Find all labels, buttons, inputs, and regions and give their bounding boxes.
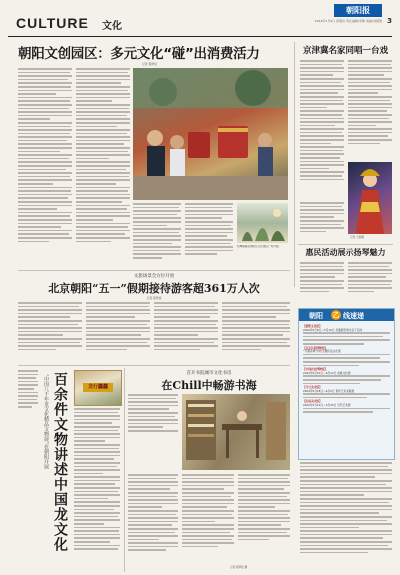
page-number: 3 (387, 17, 392, 25)
right-top-body-c (300, 202, 344, 242)
dragon-subhead: “中国八千年龙文化精品文物展”在朝阳开展 (43, 374, 49, 470)
lead-body-col-2 (76, 68, 130, 268)
bookstore-photo-credit: 记者 程梦瑶 摄 (230, 566, 248, 569)
lead-photo (133, 68, 288, 200)
event-text: “月满京城”中秋主题民俗文化展 (303, 349, 341, 354)
dragon-body-col-1 (18, 370, 38, 570)
small-photo-plants-art (237, 203, 288, 243)
events-list (303, 325, 390, 415)
events-title-badge: 乙 (332, 311, 340, 319)
lead-headline: 朝阳文创园区：多元文化“碰”出消费活力 (18, 46, 260, 62)
mid-body-col-4 (222, 302, 290, 362)
right-mid-body-a (300, 262, 344, 302)
right-mid-headline: 惠民活动展示扬琴魅力 (305, 247, 386, 257)
events-title-post: 线速递 (343, 312, 364, 320)
mid-rule-top (18, 270, 290, 271)
bottom-headline: 在Chill中畅游书海 (161, 379, 257, 392)
mid-body-col-2 (86, 302, 150, 362)
right-top-body-b (348, 60, 392, 160)
right-top-headline: 京津冀名家同唱一台戏 (302, 46, 388, 56)
lead-photo-art (133, 68, 288, 200)
lower-rule (18, 365, 290, 366)
event-item[interactable] (303, 325, 390, 345)
dragon-headline: 百余件文物讲述中国龙文化 (52, 372, 68, 552)
right-mid-body-b (348, 262, 392, 302)
section-en: CULTURE (16, 15, 89, 31)
bookstore-photo-art (182, 394, 290, 470)
lead-byline: 记者 程梦瑶 (142, 62, 157, 66)
event-item[interactable] (303, 386, 390, 398)
lead-body-col-3 (133, 203, 181, 271)
header-rule (8, 36, 392, 37)
dragon-poster-badge: 龙行龘龘 (83, 383, 113, 392)
mid-body-col-1 (18, 302, 82, 362)
bottom-kicker: 首开书院城市文化书房 (186, 371, 232, 376)
page-number-logo: 朝阳报 (334, 4, 382, 17)
column-divider-right (294, 42, 295, 287)
opera-photo (348, 162, 392, 234)
event-text: 2024年5月18日—6月2日 青年艺术家联展 (303, 388, 355, 393)
lead-photo-caption: 热舞朗诵在朝阳区文化园区广场开展。 (237, 245, 282, 248)
event-item[interactable] (303, 347, 390, 367)
mid-headline: 北京朝阳“五一”假期接待游客超361万人次 (48, 282, 260, 295)
bottom-body-col-4 (238, 474, 290, 562)
date-line: 2024年5月9日 星期四 责任编辑/李静 美编/刘园园 (314, 19, 382, 23)
masthead (8, 4, 392, 34)
event-text: 2024年5月9日—5月19日 非遗展览周末亲子活动 (303, 327, 363, 332)
right-top-photo-credit: 记者 王蕾摄 (350, 236, 364, 239)
section-cn: 文化 (102, 21, 122, 32)
event-text: 2024年5月10日—6月12日 农耕文化展 (303, 370, 351, 375)
lead-body-col-4 (185, 203, 233, 271)
events-title-pre: 朝阳 (309, 312, 323, 320)
event-title: 【中国农业博物馆】 (303, 367, 328, 372)
small-photo-plants (237, 203, 288, 243)
lead-body-col-1 (18, 68, 72, 268)
event-item[interactable] (303, 400, 390, 412)
dragon-poster (74, 370, 122, 406)
event-title: 【北京民俗博物馆】 (303, 345, 328, 350)
bottom-body-col-3 (182, 474, 234, 562)
events-box (298, 308, 395, 460)
opera-photo-art (348, 162, 392, 234)
event-item[interactable] (303, 368, 390, 384)
dragon-body-col-2 (74, 408, 120, 573)
right-top-body-a (300, 60, 344, 200)
right-low-body (300, 462, 392, 570)
event-title: 【朝阳文化馆】 (303, 324, 322, 328)
right-divider-1 (298, 244, 393, 245)
bottom-body-col-1 (128, 394, 178, 440)
events-box-header (299, 309, 394, 321)
mid-kicker: 文旅场景全方位开放 (133, 274, 175, 279)
mid-byline: 记者 程梦瑶 (146, 296, 162, 300)
event-text: 2024年5月10日—5月30日 当代艺术展 (303, 403, 351, 408)
event-title: 【红砖美术馆】 (303, 399, 322, 404)
bottom-body-col-2 (128, 474, 178, 562)
column-divider-lower (124, 368, 125, 572)
bookstore-photo (182, 394, 290, 470)
mid-body-col-3 (154, 302, 218, 362)
event-title: 【今日美术馆】 (303, 385, 322, 390)
